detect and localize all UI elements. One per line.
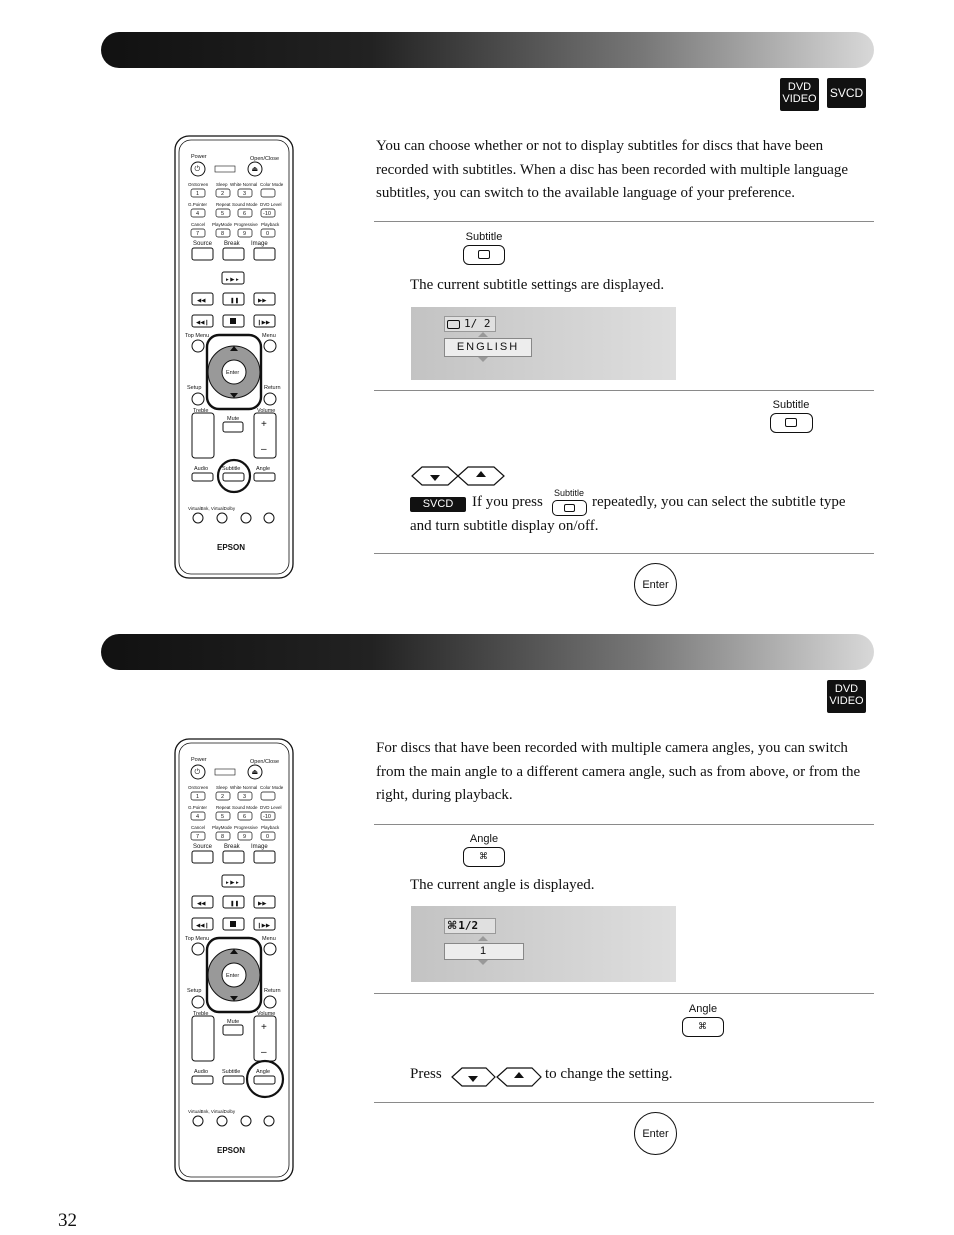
svg-text:2: 2	[221, 794, 225, 800]
svg-text:5: 5	[221, 211, 225, 217]
svg-text:Menu: Menu	[262, 333, 276, 339]
svg-text:▶▶: ▶▶	[258, 298, 267, 304]
svg-text:Open/Close: Open/Close	[250, 156, 280, 162]
svg-text:❚❚: ❚❚	[230, 298, 240, 304]
subtitle-icon	[564, 504, 575, 512]
up-arrow-icon	[478, 936, 488, 941]
svg-text:Sleep: Sleep	[216, 182, 228, 187]
svg-text:7: 7	[196, 231, 200, 237]
down-up-arrow-buttons	[450, 1066, 544, 1088]
divider	[374, 1102, 874, 1103]
svg-text:Color Mode: Color Mode	[260, 182, 284, 187]
svg-text:+: +	[261, 419, 267, 430]
svg-text:Sleep: Sleep	[216, 785, 228, 790]
down-up-arrow-buttons	[410, 465, 506, 487]
svcd-note-line2: and turn subtitle display on/off.	[410, 518, 599, 534]
svg-text:⏻: ⏻	[194, 769, 201, 776]
svg-text:Return: Return	[264, 385, 281, 391]
svg-text:❙▶▶: ❙▶▶	[257, 923, 271, 929]
svg-text:Power: Power	[191, 154, 207, 160]
subtitle-button-label: Subtitle	[465, 231, 503, 243]
enter-button: Enter	[634, 1112, 677, 1155]
subtitle-intro-paragraph: You can choose whether or not to display subtitles for discs that have been recorded with subtitles. When a disc has been recorded with multiple language subtitles, you can switch to the available language of your preference.	[376, 138, 849, 201]
camera-icon: ⌘	[447, 919, 458, 932]
svg-text:G.Pointer: G.Pointer	[188, 202, 208, 207]
svg-text:Treble: Treble	[193, 1011, 209, 1017]
svg-text:⏏: ⏏	[251, 769, 259, 776]
svg-text:❚❚: ❚❚	[230, 901, 240, 907]
svg-text:Setup: Setup	[187, 988, 202, 994]
svg-text:+: +	[261, 1022, 267, 1033]
svg-text:8: 8	[221, 834, 225, 840]
svg-text:Break: Break	[224, 241, 240, 247]
svg-text:7: 7	[196, 834, 200, 840]
svg-text:4: 4	[196, 814, 200, 820]
svg-text:Top Menu: Top Menu	[185, 333, 210, 339]
divider	[374, 824, 874, 825]
svg-text:OnScreen: OnScreen	[188, 182, 209, 187]
divider	[374, 553, 874, 554]
angle-osd-value: 1	[444, 943, 524, 960]
angle-osd-screen	[411, 906, 676, 982]
svg-text:Subtitle: Subtitle	[222, 466, 241, 472]
subtitle-icon	[447, 320, 460, 329]
svg-text:Image: Image	[251, 241, 268, 247]
svcd-tag: SVCD	[410, 497, 466, 512]
svg-text:Audio: Audio	[194, 1069, 209, 1075]
dvd-video-badge: DVD VIDEO	[827, 680, 866, 713]
svg-text:Cancel: Cancel	[191, 825, 206, 830]
remote-control-illustration-subtitle	[172, 134, 296, 580]
svg-text:Image: Image	[251, 844, 268, 850]
svg-text:❙▶▶: ❙▶▶	[257, 320, 271, 326]
svg-text:9: 9	[243, 231, 247, 237]
svg-text:◀◀: ◀◀	[197, 298, 206, 304]
angle-button	[463, 847, 505, 867]
down-arrow-icon	[478, 960, 488, 965]
angle-button	[682, 1017, 724, 1037]
divider	[374, 390, 874, 391]
subtitle-icon	[478, 250, 490, 259]
svg-text:⏻: ⏻	[194, 166, 201, 173]
svg-text:G.Pointer: G.Pointer	[188, 805, 208, 810]
angle-osd-counter: ⌘1/2	[444, 918, 496, 934]
subtitle-button	[770, 413, 813, 433]
svg-text:8: 8	[221, 231, 225, 237]
svg-text:6: 6	[243, 814, 247, 820]
svg-text:Source: Source	[193, 241, 213, 247]
svg-text:Repeat: Repeat	[216, 202, 231, 207]
svg-text:Angle: Angle	[256, 466, 271, 472]
svg-text:DVD Level: DVD Level	[260, 202, 282, 207]
svg-text:EPSON: EPSON	[217, 543, 246, 552]
svcd-note-before: If you press	[472, 494, 543, 510]
svg-text:Power: Power	[191, 757, 207, 763]
svg-text:–: –	[261, 1047, 267, 1058]
svg-text:Sound Mode: Sound Mode	[232, 805, 258, 810]
divider	[374, 221, 874, 222]
svg-text:◀◀: ◀◀	[197, 901, 206, 907]
svg-text:EPSON: EPSON	[217, 1146, 246, 1155]
subtitle-osd-screen	[411, 307, 676, 380]
section-header-bar-angle	[101, 634, 874, 670]
svg-text:Repeat: Repeat	[216, 805, 231, 810]
svg-text:▸ ▶ ▸: ▸ ▶ ▸	[226, 880, 239, 886]
svg-text:OnScreen: OnScreen	[188, 785, 209, 790]
press-word: Press	[410, 1066, 442, 1082]
svg-text:PlayMode: PlayMode	[212, 222, 233, 227]
subtitle-icon	[785, 418, 797, 427]
svg-text:Source: Source	[193, 844, 213, 850]
angle-step1-text: The current angle is displayed.	[410, 877, 595, 893]
camera-icon: ⌘	[698, 1022, 707, 1032]
svg-text:6: 6	[243, 211, 247, 217]
svg-text:VirtualBnk, VirtualDolby: VirtualBnk, VirtualDolby	[188, 506, 236, 511]
svg-text:4: 4	[196, 211, 200, 217]
svg-text:Playback: Playback	[261, 222, 280, 227]
angle-intro-paragraph: For discs that have been recorded with multiple camera angles, you can switch from the main angle to a different camera angle, such as from above, or from the right, during playback.	[376, 740, 861, 803]
subtitle-button	[552, 500, 587, 516]
svg-text:Menu: Menu	[262, 936, 276, 942]
svcd-note-after: repeatedly, you can select the subtitle type	[592, 494, 846, 510]
svg-text:▶▶: ▶▶	[258, 901, 267, 907]
svg-text:1: 1	[196, 794, 200, 800]
dvd-video-badge: DVD VIDEO	[780, 78, 819, 111]
subtitle-osd-counter: 1/ 2	[444, 316, 496, 332]
svg-text:White Normal: White Normal	[230, 785, 258, 790]
svg-text:Open/Close: Open/Close	[250, 759, 280, 765]
svg-text:Cancel: Cancel	[191, 222, 206, 227]
svg-text:-10: -10	[263, 814, 271, 820]
remote-control-illustration-angle	[172, 737, 296, 1183]
subtitle-step1-text: The current subtitle settings are displayed.	[410, 277, 665, 293]
angle-button-label: Angle	[469, 833, 499, 845]
svg-text:Sound Mode: Sound Mode	[232, 202, 258, 207]
camera-icon: ⌘	[479, 852, 488, 862]
svg-text:Mute: Mute	[227, 1019, 240, 1025]
svg-text:Setup: Setup	[187, 385, 202, 391]
svg-text:Enter: Enter	[226, 973, 240, 979]
svg-text:–: –	[261, 444, 267, 455]
up-arrow-icon	[478, 332, 488, 337]
angle-button-label: Angle	[688, 1003, 718, 1015]
svg-text:Volume: Volume	[257, 408, 276, 414]
svg-text:DVD Level: DVD Level	[260, 805, 282, 810]
enter-button: Enter	[634, 563, 677, 606]
svg-text:Break: Break	[224, 844, 240, 850]
svg-text:Top Menu: Top Menu	[185, 936, 210, 942]
svg-text:◀◀❙: ◀◀❙	[196, 320, 210, 326]
svg-text:Color Mode: Color Mode	[260, 785, 284, 790]
subtitle-button-label: Subtitle	[772, 399, 810, 411]
svg-text:0: 0	[266, 834, 270, 840]
svg-text:1: 1	[196, 191, 200, 197]
svg-text:-10: -10	[263, 211, 271, 217]
svg-text:9: 9	[243, 834, 247, 840]
svg-text:3: 3	[243, 794, 247, 800]
svg-text:2: 2	[221, 191, 225, 197]
divider	[374, 993, 874, 994]
svg-text:PlayMode: PlayMode	[212, 825, 233, 830]
svg-text:Treble: Treble	[193, 408, 209, 414]
svg-text:▸ ▶ ▸: ▸ ▶ ▸	[226, 277, 239, 283]
svg-text:Progressive: Progressive	[234, 222, 258, 227]
svg-text:5: 5	[221, 814, 225, 820]
svg-text:Audio: Audio	[194, 466, 209, 472]
svg-text:VirtualBnk, VirtualDolby: VirtualBnk, VirtualDolby	[188, 1109, 236, 1114]
svg-text:3: 3	[243, 191, 247, 197]
svg-text:Return: Return	[264, 988, 281, 994]
svg-text:⏏: ⏏	[251, 166, 259, 173]
svg-text:Enter: Enter	[226, 370, 240, 376]
svg-text:◀◀❙: ◀◀❙	[196, 923, 210, 929]
page-number: 32	[58, 1210, 77, 1231]
svg-text:Subtitle: Subtitle	[222, 1069, 241, 1075]
svg-text:Angle: Angle	[256, 1069, 271, 1075]
svg-text:Progressive: Progressive	[234, 825, 258, 830]
svcd-badge: SVCD	[827, 78, 866, 108]
press-after: to change the setting.	[545, 1066, 673, 1082]
svg-text:0: 0	[266, 231, 270, 237]
subtitle-button-label: Subtitle	[553, 488, 585, 498]
section-header-bar-subtitle	[101, 32, 874, 68]
subtitle-osd-value: ENGLISH	[444, 338, 532, 357]
svg-text:Playback: Playback	[261, 825, 280, 830]
svg-text:White Normal: White Normal	[230, 182, 258, 187]
svg-text:Volume: Volume	[257, 1011, 276, 1017]
down-arrow-icon	[478, 357, 488, 362]
svg-text:Mute: Mute	[227, 416, 240, 422]
subtitle-button	[463, 245, 505, 265]
